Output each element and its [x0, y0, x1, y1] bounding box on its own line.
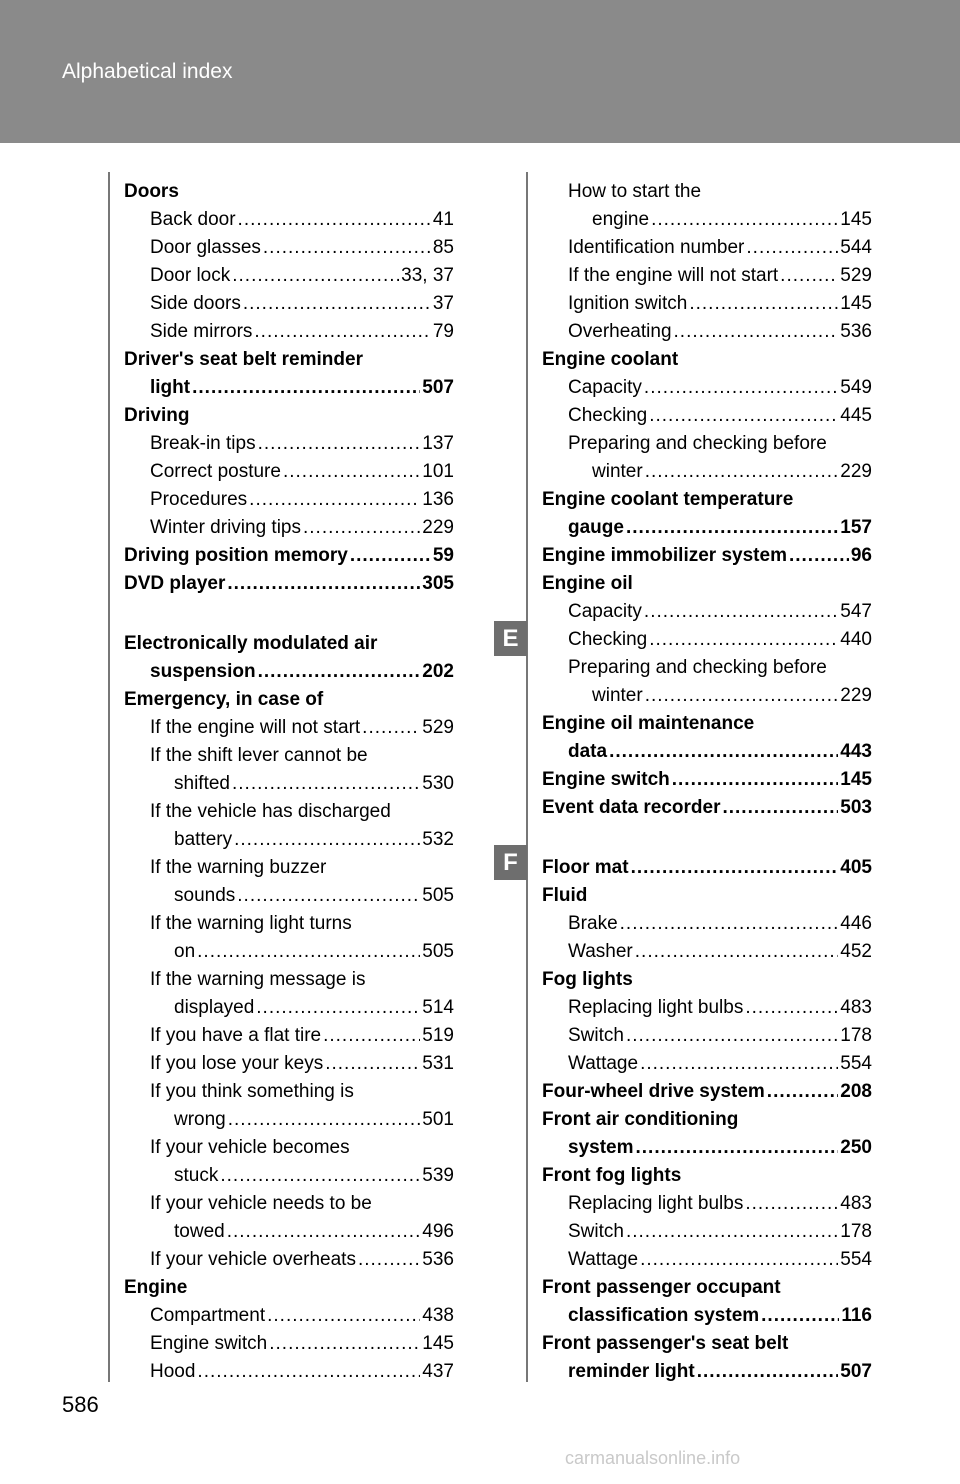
leader-dots: [789, 542, 849, 570]
index-entry-label: If your vehicle needs to be: [150, 1193, 372, 1214]
index-entry: [124, 714, 454, 742]
index-entry: [542, 514, 872, 542]
index-entry: [124, 514, 454, 542]
index-entry-page: 519: [422, 1025, 454, 1046]
index-entry-label: gauge: [568, 517, 624, 538]
index-entry: [124, 1246, 454, 1274]
leader-dots: [228, 1106, 421, 1134]
leader-dots: [232, 262, 399, 290]
leader-dots: [746, 234, 838, 262]
leader-dots: [645, 682, 839, 710]
index-entry-label: Winter driving tips: [150, 517, 301, 538]
index-entry-page: 532: [422, 829, 454, 850]
index-entry-page: 145: [422, 1333, 454, 1354]
index-entry-label: Replacing light bulbs: [568, 1193, 744, 1214]
index-entry: [542, 262, 872, 290]
leader-dots: [267, 1302, 420, 1330]
index-entry-page: 157: [840, 517, 872, 538]
index-entry-page: 536: [840, 321, 872, 342]
leader-dots: [232, 770, 420, 798]
index-entry: [124, 770, 454, 798]
index-entry-page: 483: [840, 997, 872, 1018]
index-entry: [124, 910, 454, 938]
index-entry-page: 445: [840, 405, 872, 426]
index-entry: [124, 430, 454, 458]
leader-dots: [649, 626, 838, 654]
index-entry-label: If you think something is: [150, 1081, 354, 1102]
index-entry-page: 529: [840, 265, 872, 286]
index-entry-label: Front passenger's seat belt: [542, 1333, 789, 1354]
leader-dots: [358, 1246, 420, 1274]
index-entry-page: 145: [840, 209, 872, 230]
leader-dots: [620, 910, 839, 938]
index-entry-page: 505: [422, 885, 454, 906]
index-entry-label: Brake: [568, 913, 618, 934]
page-number: 586: [62, 1392, 99, 1417]
leader-dots: [254, 318, 430, 346]
index-entry-label: Procedures: [150, 489, 248, 510]
header-title: Alphabetical index: [62, 60, 233, 83]
index-entry: [542, 570, 872, 598]
index-entry-label: Side doors: [150, 293, 241, 314]
index-entry-label: If the warning light turns: [150, 913, 352, 934]
index-entry-page: 501: [422, 1109, 454, 1130]
index-entry-label: If you lose your keys: [150, 1053, 324, 1074]
index-entry-label: displayed: [174, 997, 255, 1018]
leader-dots: [234, 826, 420, 854]
index-entry-page: 208: [840, 1081, 872, 1102]
index-entry-label: stuck: [174, 1165, 219, 1186]
index-entry-page: 85: [432, 237, 454, 258]
leader-dots: [626, 1022, 838, 1050]
index-entry: [542, 910, 872, 938]
index-entry-label: Switch: [568, 1025, 624, 1046]
index-entry: [124, 458, 454, 486]
leader-dots: [227, 570, 420, 598]
index-entry: [542, 854, 872, 882]
leader-dots: [362, 714, 420, 742]
index-entry-page: 544: [840, 237, 872, 258]
index-entry: [542, 458, 872, 486]
index-entry-label: Four-wheel drive system: [542, 1081, 765, 1102]
index-entry-page: 405: [840, 857, 872, 878]
index-entry: [124, 1358, 454, 1386]
index-entry: [542, 206, 872, 234]
index-entry-page: 536: [422, 1249, 454, 1270]
index-entry: [542, 430, 872, 458]
index-entry-page: 137: [422, 433, 454, 454]
index-entry: [124, 1190, 454, 1218]
index-entry-page: 443: [840, 741, 872, 762]
leader-dots: [631, 854, 839, 882]
leader-dots: [780, 262, 838, 290]
index-entry-page: 496: [422, 1221, 454, 1242]
index-entry-label: system: [568, 1137, 634, 1158]
leader-dots: [243, 290, 431, 318]
index-entry-label: Engine coolant: [542, 349, 679, 370]
index-entry-label: If you have a flat tire: [150, 1025, 322, 1046]
index-entry-label: Engine switch: [150, 1333, 268, 1354]
index-entry-label: Hood: [150, 1361, 196, 1382]
index-entry: [124, 1078, 454, 1106]
index-entry: [542, 486, 872, 514]
index-entry-page: 529: [422, 717, 454, 738]
index-entry: [124, 938, 454, 966]
leader-dots: [323, 1022, 420, 1050]
index-entry: [124, 318, 454, 346]
index-entry-page: 440: [840, 629, 872, 650]
index-entry: [542, 966, 872, 994]
index-entry-label: If the shift lever cannot be: [150, 745, 368, 766]
index-entry: [542, 626, 872, 654]
page-header: [0, 0, 960, 143]
index-entry-label: Checking: [568, 405, 648, 426]
index-entry: [542, 1302, 872, 1330]
index-entry-label: Floor mat: [542, 857, 629, 878]
index-entry: [124, 486, 454, 514]
index-entry-page: 437: [422, 1361, 454, 1382]
index-entry-page: 202: [422, 661, 454, 682]
index-entry-label: Ignition switch: [568, 293, 688, 314]
index-entry: [542, 1330, 872, 1358]
index-entry-label: Door lock: [150, 265, 231, 286]
index-entry-label: towed: [174, 1221, 225, 1242]
index-column-right: [542, 178, 872, 1386]
index-column-left: [124, 178, 454, 1386]
index-entry-page: 145: [840, 769, 872, 790]
section-tab-e: E: [494, 621, 527, 656]
index-entry-label: Electronically modulated air: [124, 633, 378, 654]
index-entry-page: 229: [840, 461, 872, 482]
index-entry-label: battery: [174, 829, 233, 850]
index-entry: [542, 794, 872, 822]
index-entry: [124, 882, 454, 910]
index-entry: [124, 262, 454, 290]
leader-dots: [636, 1134, 839, 1162]
index-entry-page: 549: [840, 377, 872, 398]
leader-dots: [269, 1330, 420, 1358]
section-gap: [124, 598, 454, 630]
index-entry: [124, 1162, 454, 1190]
index-entry: [124, 994, 454, 1022]
index-entry-label: DVD player: [124, 573, 226, 594]
index-entry: [124, 206, 454, 234]
leader-dots: [674, 318, 839, 346]
index-entry-label: Door glasses: [150, 237, 261, 258]
leader-dots: [697, 1358, 839, 1386]
index-entry-page: 530: [422, 773, 454, 794]
index-entry-label: Side mirrors: [150, 321, 253, 342]
index-entry: [542, 318, 872, 346]
leader-dots: [258, 658, 421, 686]
index-entry-page: 41: [432, 209, 454, 230]
leader-dots: [745, 994, 838, 1022]
leader-dots: [256, 994, 420, 1022]
index-entry-page: 145: [840, 293, 872, 314]
right-column-rule: [526, 172, 528, 1382]
index-entry: [124, 402, 454, 430]
index-entry: [542, 598, 872, 626]
index-entry-label: Front passenger occupant: [542, 1277, 781, 1298]
index-entry: [124, 966, 454, 994]
leader-dots: [192, 374, 420, 402]
index-entry: [124, 1330, 454, 1358]
index-entry-page: 59: [432, 545, 454, 566]
index-entry: [124, 630, 454, 658]
index-entry-page: 483: [840, 1193, 872, 1214]
index-entry-page: 96: [850, 545, 872, 566]
leader-dots: [263, 234, 431, 262]
index-entry: [542, 346, 872, 374]
index-entry-page: 136: [422, 489, 454, 510]
leader-dots: [237, 882, 420, 910]
index-entry-label: sounds: [174, 885, 236, 906]
index-entry-label: Correct posture: [150, 461, 281, 482]
index-entry-label: Switch: [568, 1221, 624, 1242]
index-entry-label: suspension: [150, 661, 256, 682]
index-entry-label: wrong: [174, 1109, 226, 1130]
index-entry: [542, 882, 872, 910]
index-entry: [124, 374, 454, 402]
index-entry-label: Fog lights: [542, 969, 633, 990]
index-entry: [542, 402, 872, 430]
index-entry-label: shifted: [174, 773, 230, 794]
leader-dots: [303, 514, 420, 542]
index-entry: [542, 1106, 872, 1134]
leader-dots: [249, 486, 420, 514]
index-entry-page: 178: [840, 1221, 872, 1242]
index-entry: [124, 570, 454, 598]
leader-dots: [197, 938, 420, 966]
index-entry-label: If the engine will not start: [150, 717, 361, 738]
index-entry: [124, 290, 454, 318]
index-entry-label: Overheating: [568, 321, 672, 342]
leader-dots: [283, 458, 420, 486]
index-entry-page: 101: [422, 461, 454, 482]
index-entry: [542, 766, 872, 794]
index-entry: [542, 938, 872, 966]
index-entry: [542, 994, 872, 1022]
index-entry-page: 554: [840, 1053, 872, 1074]
index-entry-page: 79: [432, 321, 454, 342]
index-entry: [124, 346, 454, 374]
leader-dots: [220, 1162, 420, 1190]
index-entry-label: Emergency, in case of: [124, 689, 324, 710]
index-entry: [542, 682, 872, 710]
leader-dots: [672, 766, 839, 794]
index-entry-page: 229: [840, 685, 872, 706]
index-entry-label: Front fog lights: [542, 1165, 682, 1186]
index-entry-page: 503: [840, 797, 872, 818]
index-entry-page: 554: [840, 1249, 872, 1270]
index-entry: [542, 738, 872, 766]
index-entry-page: 229: [422, 517, 454, 538]
index-entry: [124, 1106, 454, 1134]
index-entry-label: If the engine will not start: [568, 265, 779, 286]
index-entry-label: Fluid: [542, 885, 588, 906]
index-entry-page: 452: [840, 941, 872, 962]
leader-dots: [745, 1190, 838, 1218]
leader-dots: [640, 1050, 838, 1078]
leader-dots: [238, 206, 431, 234]
index-entry-page: 37: [432, 293, 454, 314]
index-entry: [542, 178, 872, 206]
index-entry-label: If the vehicle has discharged: [150, 801, 391, 822]
index-entry-page: 507: [840, 1361, 872, 1382]
index-entry-label: Capacity: [568, 377, 642, 398]
index-entry: [124, 1302, 454, 1330]
index-entry: [124, 742, 454, 770]
leader-dots: [635, 938, 839, 966]
index-entry-page: 305: [422, 573, 454, 594]
leader-dots: [258, 430, 421, 458]
index-entry: [124, 542, 454, 570]
leader-dots: [689, 290, 838, 318]
index-entry-label: If your vehicle overheats: [150, 1249, 356, 1270]
index-entry-page: 116: [841, 1305, 872, 1326]
index-entry-label: Checking: [568, 629, 648, 650]
index-entry-label: Doors: [124, 181, 179, 202]
index-entry: [542, 1358, 872, 1386]
index-entry: [542, 234, 872, 262]
index-entry-label: How to start the: [568, 181, 702, 202]
index-entry-label: Wattage: [568, 1249, 639, 1270]
index-entry-page: 514: [422, 997, 454, 1018]
index-entry-label: Engine oil: [542, 573, 633, 594]
index-entry-label: If the warning message is: [150, 969, 366, 990]
index-entry: [124, 798, 454, 826]
index-entry-label: Capacity: [568, 601, 642, 622]
leader-dots: [227, 1218, 421, 1246]
leader-dots: [640, 1246, 838, 1274]
index-entry-label: Preparing and checking before: [568, 657, 827, 678]
index-entry-label: Event data recorder: [542, 797, 721, 818]
index-entry-label: Washer: [568, 941, 633, 962]
index-entry-label: Engine oil maintenance: [542, 713, 755, 734]
index-entry-label: winter: [592, 685, 643, 706]
leader-dots: [767, 1078, 839, 1106]
index-entry-label: If the warning buzzer: [150, 857, 327, 878]
index-entry-label: on: [174, 941, 196, 962]
index-entry-label: Driver's seat belt reminder: [124, 349, 363, 370]
leader-dots: [197, 1358, 420, 1386]
index-entry: [542, 654, 872, 682]
index-entry-page: 446: [840, 913, 872, 934]
index-entry-page: 539: [422, 1165, 454, 1186]
index-entry: [124, 854, 454, 882]
index-entry: [542, 290, 872, 318]
index-entry: [542, 1274, 872, 1302]
index-entry-label: reminder light: [568, 1361, 695, 1382]
index-entry: [542, 374, 872, 402]
index-entry: [542, 1134, 872, 1162]
leader-dots: [325, 1050, 420, 1078]
index-entry: [124, 1274, 454, 1302]
leader-dots: [644, 374, 838, 402]
index-entry: [542, 1050, 872, 1078]
index-entry: [542, 1190, 872, 1218]
index-entry-page: 531: [422, 1053, 454, 1074]
index-entry: [124, 658, 454, 686]
index-entry-label: Engine coolant temperature: [542, 489, 794, 510]
index-entry-page: 250: [840, 1137, 872, 1158]
leader-dots: [645, 458, 839, 486]
left-column-rule: [108, 172, 110, 1382]
leader-dots: [626, 1218, 838, 1246]
leader-dots: [761, 1302, 839, 1330]
index-entry-page: 505: [422, 941, 454, 962]
index-entry-label: engine: [592, 209, 650, 230]
leader-dots: [722, 794, 838, 822]
index-entry-label: Compartment: [150, 1305, 266, 1326]
index-entry-page: 438: [422, 1305, 454, 1326]
index-entry-page: 33, 37: [401, 265, 454, 286]
index-entry: [124, 686, 454, 714]
index-entry: [542, 1022, 872, 1050]
leader-dots: [644, 598, 838, 626]
index-entry-label: Back door: [150, 209, 236, 230]
index-entry: [124, 1050, 454, 1078]
index-entry: [542, 710, 872, 738]
index-entry-label: winter: [592, 461, 643, 482]
index-entry: [542, 1162, 872, 1190]
index-entry: [542, 1246, 872, 1274]
leader-dots: [609, 738, 838, 766]
section-tab-f: F: [494, 845, 527, 880]
index-entry-label: Preparing and checking before: [568, 433, 827, 454]
index-entry-page: 547: [840, 601, 872, 622]
index-entry-label: Identification number: [568, 237, 745, 258]
index-entry-label: Driving: [124, 405, 190, 426]
index-entry: [124, 234, 454, 262]
leader-dots: [350, 542, 431, 570]
index-entry: [124, 826, 454, 854]
index-entry-label: Wattage: [568, 1053, 639, 1074]
index-entry-label: If your vehicle becomes: [150, 1137, 350, 1158]
index-entry-label: Break-in tips: [150, 433, 256, 454]
leader-dots: [649, 402, 838, 430]
index-entry-label: Engine immobilizer system: [542, 545, 787, 566]
index-entry: [542, 542, 872, 570]
index-entry-label: Engine: [124, 1277, 188, 1298]
index-entry: [542, 1078, 872, 1106]
index-entry-label: Front air conditioning: [542, 1109, 739, 1130]
index-entry-page: 507: [422, 377, 454, 398]
index-entry-page: 178: [840, 1025, 872, 1046]
index-entry: [124, 1134, 454, 1162]
index-entry: [542, 1218, 872, 1246]
footer-watermark: carmanualsonline.info: [565, 1448, 741, 1468]
index-entry: [124, 1218, 454, 1246]
index-entry-label: Engine switch: [542, 769, 670, 790]
leader-dots: [651, 206, 838, 234]
index-entry-label: Replacing light bulbs: [568, 997, 744, 1018]
index-entry: [124, 178, 454, 206]
leader-dots: [626, 514, 838, 542]
index-entry-label: Driving position memory: [124, 545, 348, 566]
section-gap: [542, 822, 872, 854]
index-entry: [124, 1022, 454, 1050]
index-entry-label: light: [150, 377, 191, 398]
index-entry-label: classification system: [568, 1305, 760, 1326]
index-entry-label: data: [568, 741, 608, 762]
